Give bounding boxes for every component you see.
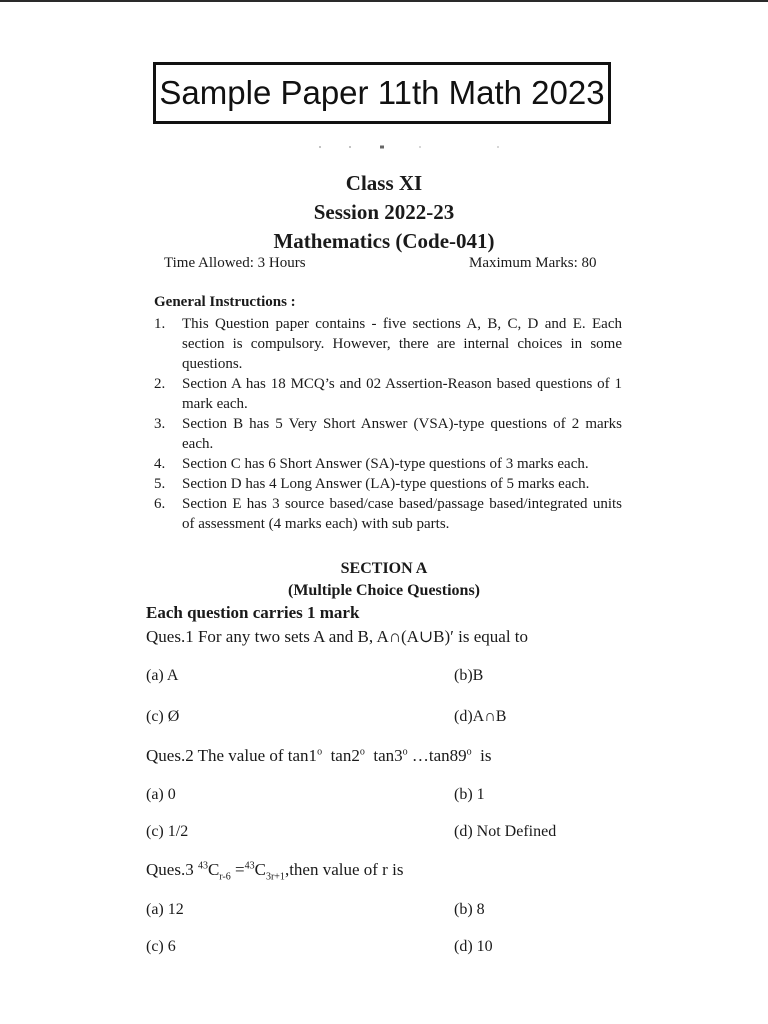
q2-option-c: (c) 1/2 (146, 823, 189, 840)
q1-option-a: (a) A (146, 667, 179, 684)
question-1: Ques.1 For any two sets A and B, A∩(A∪B)′ is equal to (146, 627, 529, 646)
q3-option-b: (b) 8 (454, 901, 485, 918)
section-title: SECTION A (340, 560, 428, 577)
session-heading: Session 2022-23 (313, 200, 455, 224)
subject-heading: Mathematics (Code-041) (273, 229, 495, 253)
top-border-line (0, 0, 768, 2)
q1-option-b: (b)B (454, 667, 484, 684)
instruction-item: 5. Section D has 4 Long Answer (LA)-type questions of 5 marks each. (154, 476, 590, 492)
banner-title: Sample Paper 11th Math 2023 (159, 74, 605, 111)
instruction-item: 6. Section E has 3 source based/case based/passage based/integrated units of assessment (4 marks each) with sub parts. (154, 496, 622, 532)
instruction-item: 2. Section A has 18 MCQ’s and 02 Assertion-Reason based questions of 1 mark each. (154, 376, 622, 412)
section-subtitle: (Multiple Choice Questions) (288, 582, 480, 599)
instruction-item: 1. This Question paper contains - five sections A, B, C, D and E. Each section is compulsory. However, there are internal choices in some questions. (154, 316, 622, 372)
q1-option-c: (c) Ø (146, 708, 180, 725)
q1-option-d: (d)A∩B (454, 708, 507, 725)
q3-option-c: (c) 6 (146, 938, 176, 955)
question-3: Ques.3 $^{43}C_{r-6}$ $=^{43}C_{3r+1},then$ value of r is (146, 860, 404, 883)
question-2: Ques.2 The value of tan1$^o$ tan2$^o$ tan3$^o$ …tan89$^o$ is (146, 746, 492, 765)
q2-option-b: (b) 1 (454, 786, 485, 803)
q2-option-d: (d) Not Defined (454, 823, 557, 840)
q3-option-a: (a) 12 (146, 901, 184, 918)
instructions-list (154, 314, 622, 534)
general-instructions-heading: General Instructions : (154, 294, 296, 310)
title-banner (153, 62, 611, 124)
class-heading: Class XI (345, 171, 423, 195)
instruction-item: 4. Section C has 6 Short Answer (SA)-type questions of 3 marks each. (154, 456, 589, 472)
time-allowed: Time Allowed: 3 Hours (164, 255, 306, 271)
faint-scan-marks (270, 144, 510, 150)
instruction-item: 3. Section B has 5 Very Short Answer (VSA)-type questions of 2 marks each. (154, 416, 622, 452)
q3-option-d: (d) 10 (454, 938, 493, 955)
maximum-marks: Maximum Marks: 80 (469, 255, 597, 271)
marks-note: Each question carries 1 mark (146, 603, 360, 622)
q2-option-a: (a) 0 (146, 786, 176, 803)
